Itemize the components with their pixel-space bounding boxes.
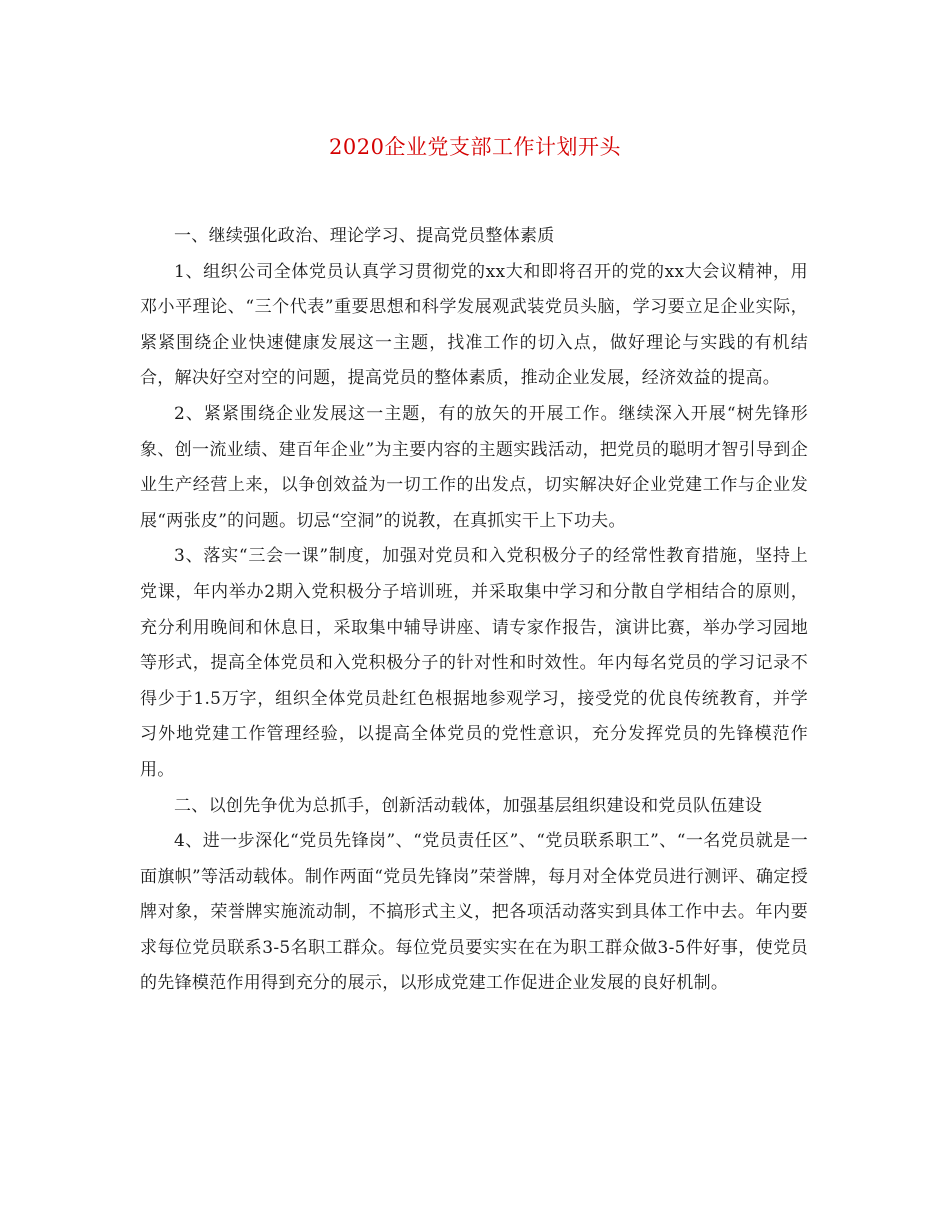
section-heading-2: 二、以创先争优为总抓手，创新活动载体，加强基层组织建设和党员队伍建设 — [174, 795, 763, 816]
section-heading-1: 一、继续强化政治、理论学习、提高党员整体素质 — [174, 226, 555, 246]
paragraph-item-4: 4、进一步深化“党员先锋岗”、“党员责任区”、“党员联系职工”、“一名党员就是一面旗帜”等活动载体。制作两面“党员先锋岗”荣誉牌，每月对全体党员进行测评、确定授牌对象，荣誉牌实施流动制，不搞形式主义，把各项活动落实到具体工作中去。年内要求每位党员联系3-5名职工群众。每位党员要实实在在为职工群众做3-5件好事，使党员的先锋模范作用得到充分的展示，以形成党建工作促进企业发展的良好机制。 — [140, 831, 808, 994]
document-body — [140, 219, 808, 1002]
paragraph-item-2: 2、紧紧围绕企业发展这一主题，有的放矢的开展工作。继续深入开展“树先锋形象、创一流业绩、建百年企业”为主要内容的主题实践活动，把党员的聪明才智引导到企业生产经营上来，以争创效益为一切工作的出发点，切实解决好企业党建工作与企业发展“两张皮”的问题。切忌“空洞”的说教，在真抓实干上下功夫。 — [140, 403, 808, 531]
paragraph-item-3: 3、落实“三会一课”制度，加强对党员和入党积极分子的经常性教育措施，坚持上党课，年内举办2期入党积极分子培训班，并采取集中学习和分散自学相结合的原则，充分利用晚间和休息日，采取集中辅导讲座、请专家作报告，演讲比赛，举办学习园地等形式，提高全体党员和入党积极分子的针对性和时效性。年内每名党员的学习记录不得少于1.5万字，组织全体党员赴红色根据地参观学习，接受党的优良传统教育，并学习外地党建工作管理经验，以提高全体党员的党性意识，充分发挥党员的先锋模范作用。 — [140, 546, 808, 780]
paragraph-item-1: 1、组织公司全体党员认真学习贯彻党的xx大和即将召开的党的xx大会议精神，用邓小平理论、“三个代表”重要思想和科学发展观武装党员头脑，学习要立足企业实际，紧紧围绕企业快速健康发展这一主题，找准工作的切入点，做好理论与实践的有机结合，解决好空对空的问题，提高党员的整体素质，推动企业发展，经济效益的提高。 — [140, 261, 808, 389]
document-title: 2020企业党支部工作计划开头 — [329, 135, 621, 159]
